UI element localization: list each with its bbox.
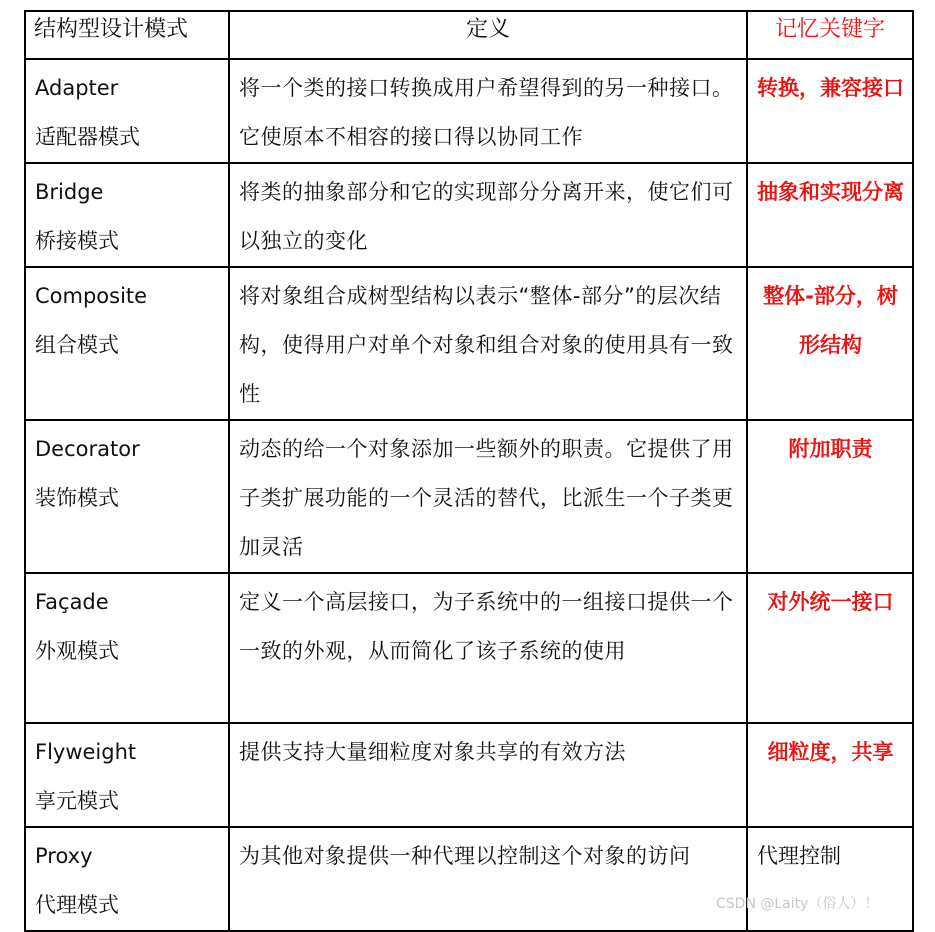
definition-cell [229, 163, 747, 267]
table-row [25, 827, 913, 931]
pattern-name-cn: 代理模式 [35, 893, 119, 917]
pattern-name-en: Façade [35, 590, 109, 614]
pattern-name-cn: 适配器模式 [35, 125, 140, 149]
table-row [25, 267, 913, 420]
header-definition: 定义 [229, 11, 747, 59]
pattern-keywords: 代理控制 [757, 844, 841, 868]
definition-cell [229, 59, 747, 163]
keywords-cell [747, 267, 913, 420]
pattern-definition: 定义一个高层接口，为子系统中的一组接口提供一个一致的外观，从而简化了该子系统的使用 [239, 590, 734, 663]
pattern-name-cell [25, 163, 229, 267]
definition-cell [229, 827, 747, 931]
pattern-keywords: 抽象和实现分离 [757, 180, 904, 204]
keywords-cell [747, 420, 913, 573]
table-row [25, 723, 913, 827]
definition-cell [229, 723, 747, 827]
pattern-definition: 提供支持大量细粒度对象共享的有效方法 [239, 740, 626, 764]
table-row [25, 163, 913, 267]
csdn-watermark: CSDN @Laity（俗人）！ [716, 896, 879, 912]
pattern-name-en: Bridge [35, 180, 104, 204]
keywords-cell [747, 827, 913, 931]
pattern-name-cell [25, 59, 229, 163]
pattern-name-cn: 组合模式 [35, 333, 119, 357]
definition-cell [229, 267, 747, 420]
keywords-cell [747, 59, 913, 163]
pattern-name-cell [25, 827, 229, 931]
header-pattern-name: 结构型设计模式 [25, 11, 229, 59]
pattern-keywords: 对外统一接口 [767, 590, 894, 614]
table-row [25, 59, 913, 163]
pattern-name-cn: 装饰模式 [35, 486, 119, 510]
table-header-row [25, 11, 913, 59]
keywords-cell [747, 723, 913, 827]
pattern-keywords: 细粒度，共享 [767, 740, 894, 764]
pattern-keywords: 转换，兼容接口 [757, 76, 904, 100]
structural-patterns-table [24, 10, 914, 932]
pattern-definition: 为其他对象提供一种代理以控制这个对象的访问 [239, 844, 691, 868]
pattern-keywords: 整体-部分，树形结构 [763, 284, 898, 357]
keywords-cell [747, 163, 913, 267]
pattern-definition: 动态的给一个对象添加一些额外的职责。它提供了用子类扩展功能的一个灵活的替代，比派生一个子类更加灵活 [239, 437, 734, 559]
pattern-definition: 将类的抽象部分和它的实现部分分离开来，使它们可以独立的变化 [239, 180, 734, 253]
definition-cell [229, 420, 747, 573]
pattern-definition: 将一个类的接口转换成用户希望得到的另一种接口。它使原本不相容的接口得以协同工作 [239, 76, 734, 149]
pattern-name-en: Flyweight [35, 740, 137, 764]
pattern-name-cn: 外观模式 [35, 639, 119, 663]
table-row [25, 420, 913, 573]
pattern-name-en: Proxy [35, 844, 93, 868]
keywords-cell [747, 573, 913, 723]
pattern-name-en: Adapter [35, 76, 119, 100]
pattern-name-cell [25, 420, 229, 573]
pattern-name-cell [25, 267, 229, 420]
pattern-name-cell [25, 723, 229, 827]
pattern-name-cell [25, 573, 229, 723]
pattern-definition: 将对象组合成树型结构以表示“整体-部分”的层次结构，使得用户对单个对象和组合对象的使用具有一致性 [239, 284, 734, 406]
header-keywords: 记忆关键字 [747, 11, 913, 59]
pattern-keywords: 附加职责 [788, 437, 873, 461]
pattern-name-en: Composite [35, 284, 148, 308]
pattern-name-en: Decorator [35, 437, 140, 461]
pattern-name-cn: 桥接模式 [35, 229, 119, 253]
table-row [25, 573, 913, 723]
pattern-name-cn: 享元模式 [35, 789, 119, 813]
definition-cell [229, 573, 747, 723]
